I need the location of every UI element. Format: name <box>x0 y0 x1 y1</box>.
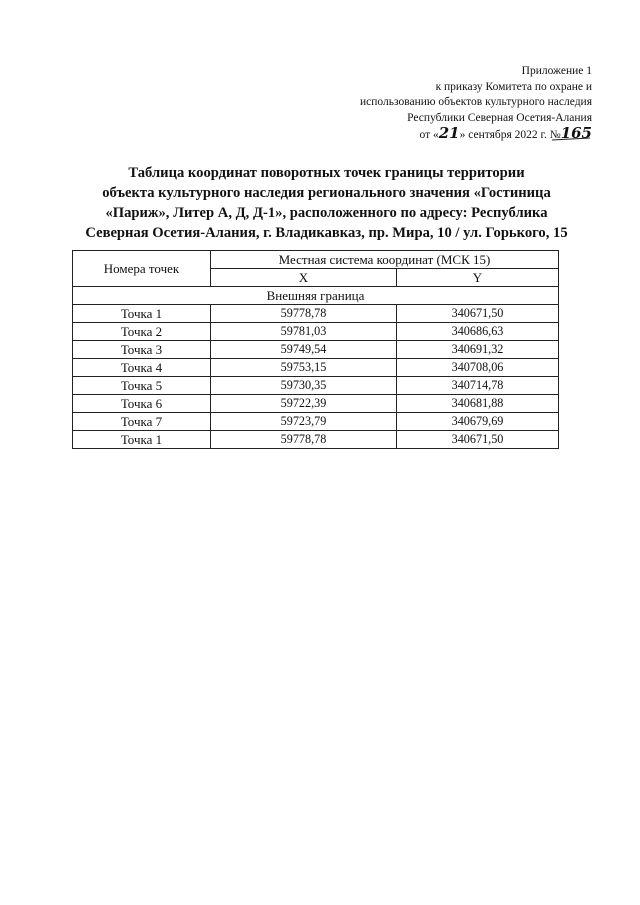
appendix-republic-line: Республики Северная Осетия-Алания <box>407 111 592 124</box>
point-name: Точка 6 <box>73 395 211 413</box>
table-row <box>73 431 559 449</box>
date-middle: » сентября 2022 г. № <box>459 129 561 141</box>
coord-y: 340679,69 <box>397 413 559 431</box>
table-row <box>73 305 559 323</box>
appendix-committee-line: использованию объектов культурного наследия <box>359 96 592 108</box>
point-name: Точка 3 <box>73 341 211 359</box>
coord-y: 340681,88 <box>397 395 559 413</box>
order-number-handwritten: 165 <box>560 124 592 142</box>
coord-x: 59778,78 <box>211 305 397 323</box>
coord-x: 59730,35 <box>211 377 397 395</box>
header-x: X <box>211 269 397 287</box>
point-name: Точка 4 <box>73 359 211 377</box>
coord-y: 340686,63 <box>397 323 559 341</box>
table-row <box>73 395 559 413</box>
point-name: Точка 5 <box>73 377 211 395</box>
coord-y: 340714,78 <box>397 377 559 395</box>
title-line-4: Северная Осетия-Алания, г. Владикавказ, пр. Мира, 10 / ул. Горького, 15 <box>85 225 568 241</box>
header-coordinate-system: Местная система координат (МСК 15) <box>211 251 559 269</box>
table-row <box>73 359 559 377</box>
coord-y: 340671,50 <box>397 305 559 323</box>
handwritten-underline-mark <box>546 109 596 143</box>
document-title <box>64 163 589 243</box>
title-line-3: «Париж», Литер А, Д, Д-1», расположенного по адресу: Республика <box>105 205 548 221</box>
coordinates-table <box>72 250 559 449</box>
table-row <box>73 377 559 395</box>
point-name: Точка 2 <box>73 323 211 341</box>
coord-y: 340671,50 <box>397 431 559 449</box>
header-y: Y <box>397 269 559 287</box>
section-row <box>73 287 559 305</box>
table-row <box>73 341 559 359</box>
title-line-2: объекта культурного наследия регионального значения «Гостиница <box>102 185 551 201</box>
date-prefix: от « <box>419 129 439 141</box>
appendix-title: Приложение 1 <box>521 65 592 77</box>
coord-y: 340691,32 <box>397 341 559 359</box>
section-outer-boundary: Внешняя граница <box>73 287 559 305</box>
point-name: Точка 1 <box>73 305 211 323</box>
coord-x: 59723,79 <box>211 413 397 431</box>
coord-x: 59781,03 <box>211 323 397 341</box>
coord-x: 59722,39 <box>211 395 397 413</box>
table-body <box>73 287 559 449</box>
coord-y: 340708,06 <box>397 359 559 377</box>
coord-x: 59753,15 <box>211 359 397 377</box>
appendix-order-line: к приказу Комитета по охране и <box>435 80 592 93</box>
date-day-handwritten: 21 <box>438 124 460 142</box>
coord-x: 59749,54 <box>211 341 397 359</box>
header-point-numbers: Номера точек <box>73 251 211 287</box>
title-line-1: Таблица координат поворотных точек границы территории <box>128 165 525 181</box>
point-name: Точка 1 <box>73 431 211 449</box>
table-header-row <box>73 251 559 269</box>
table-row <box>73 323 559 341</box>
point-name: Точка 7 <box>73 413 211 431</box>
coord-x: 59778,78 <box>211 431 397 449</box>
table-row <box>73 413 559 431</box>
